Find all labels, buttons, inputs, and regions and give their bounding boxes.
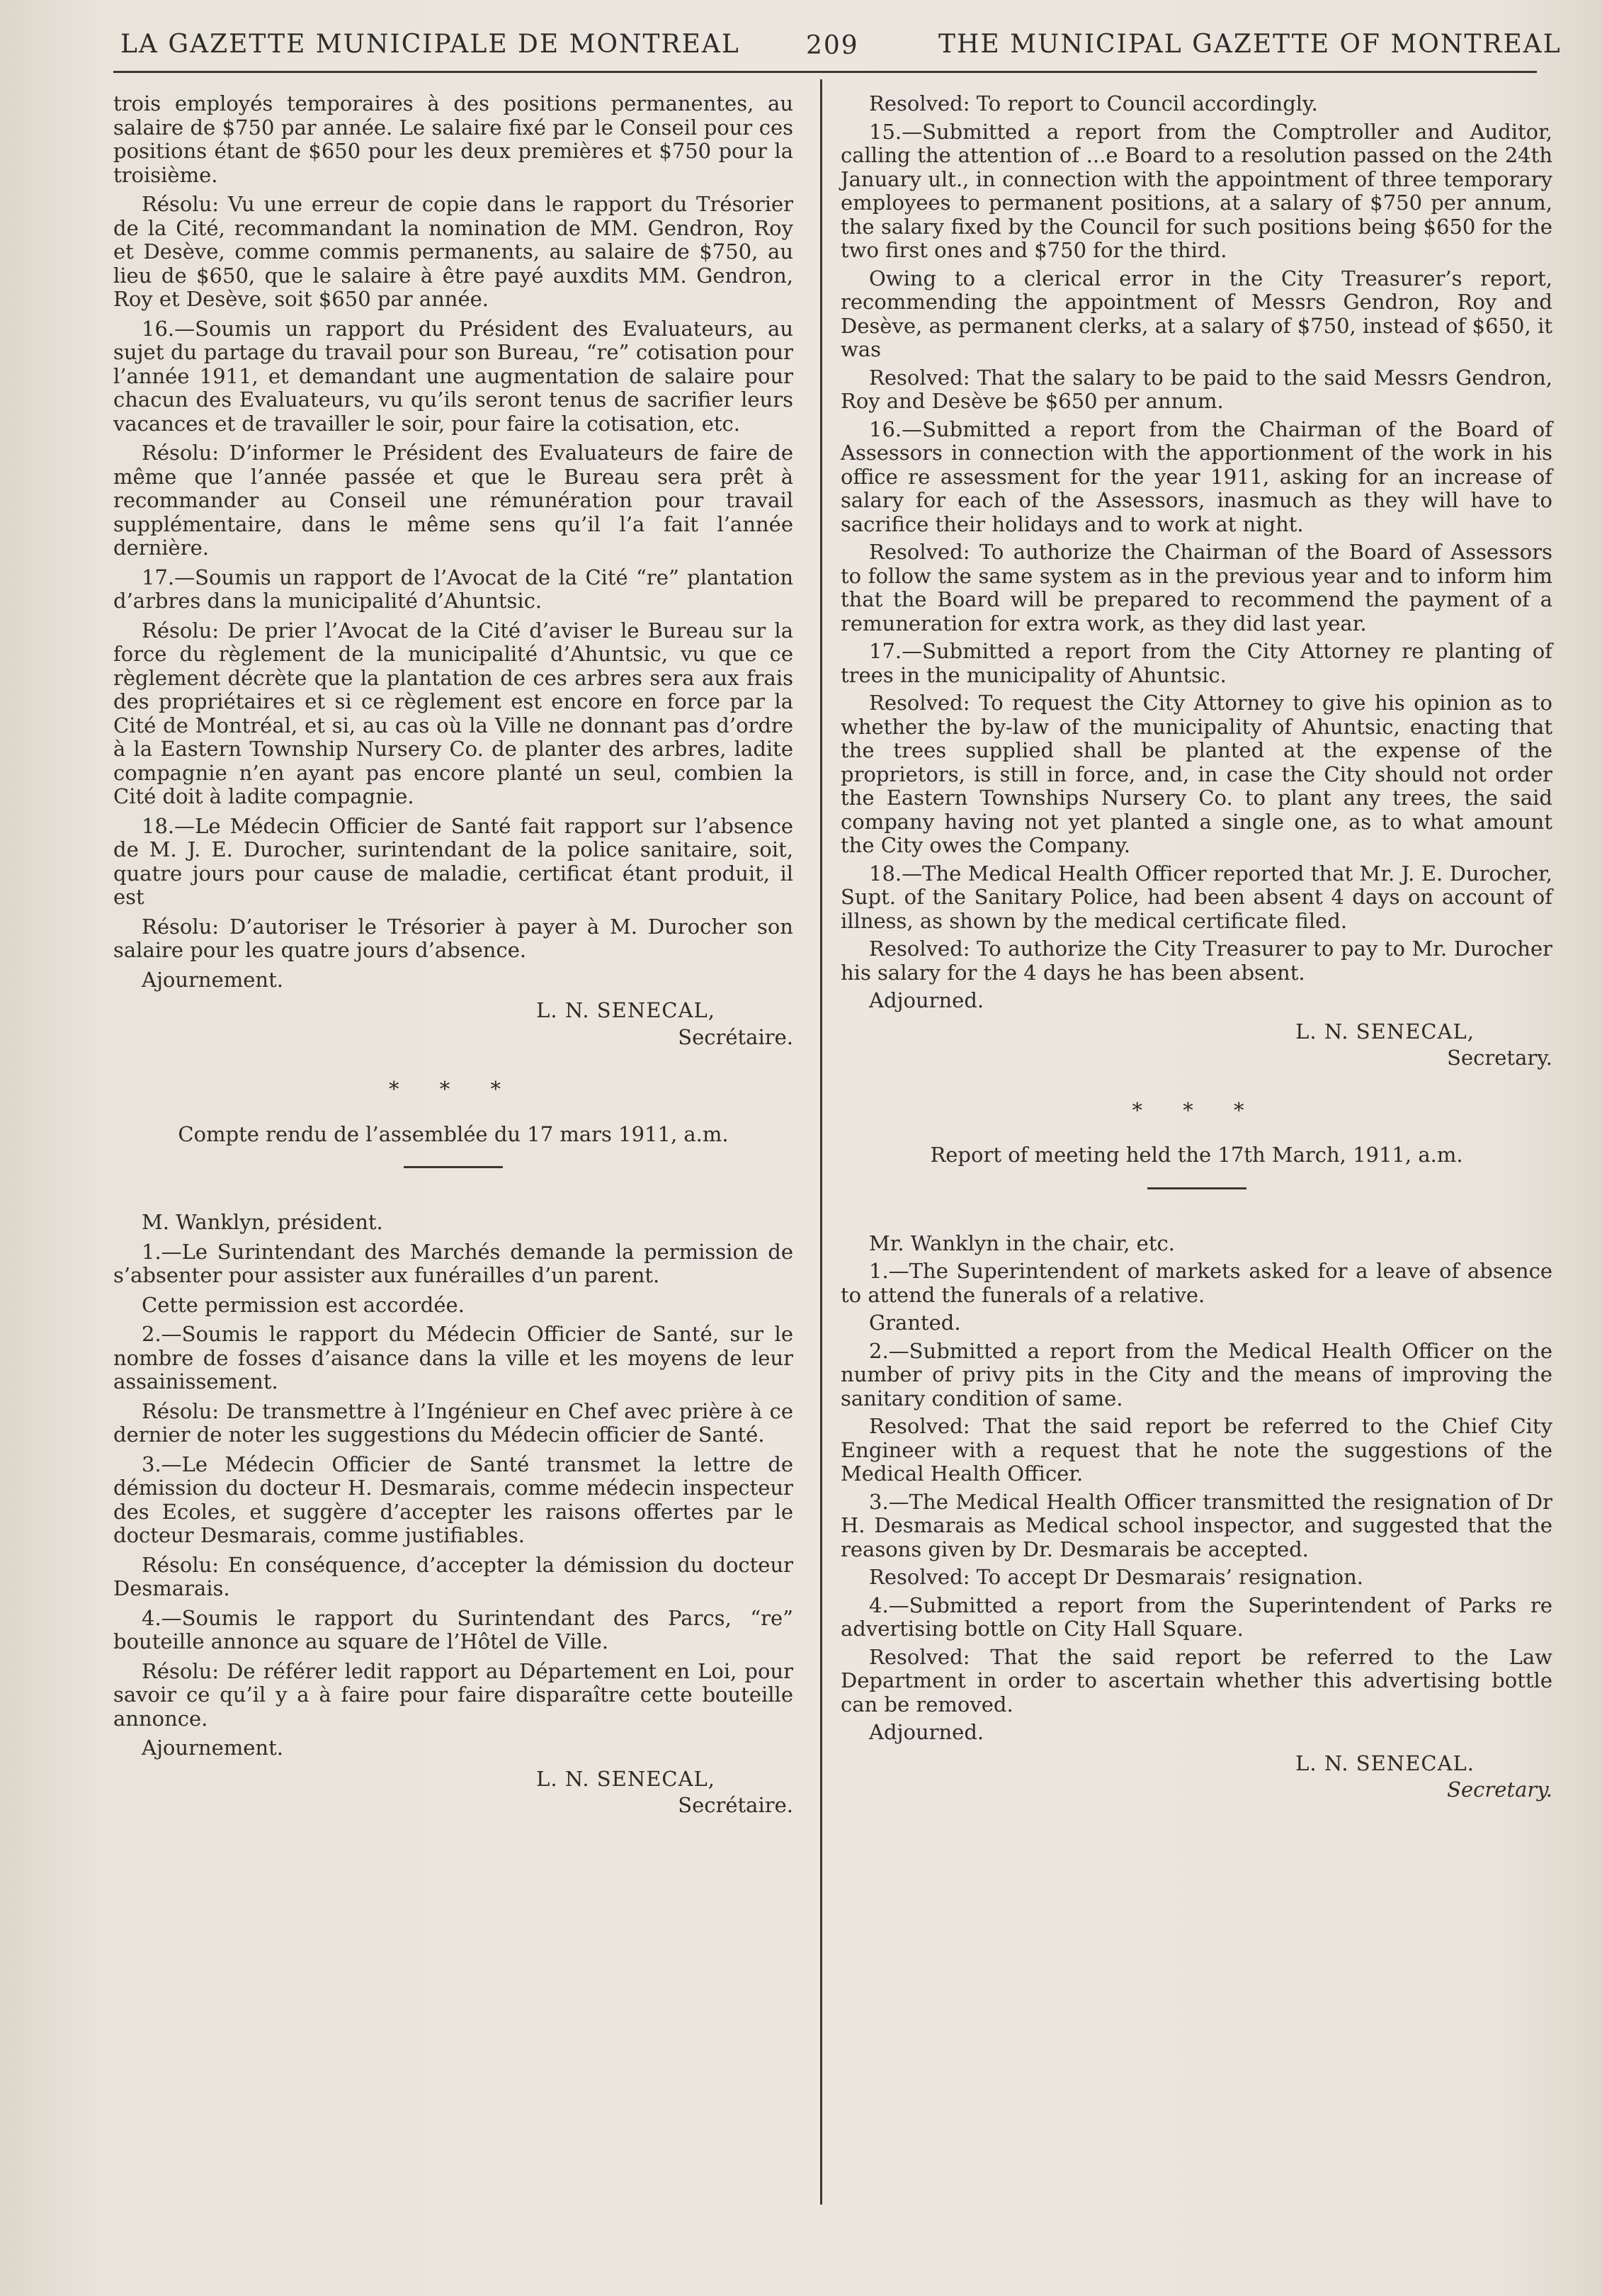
english-paragraph: Resolved: That the said report be referred to the Chief City Engineer with a request that he note the suggestions of the Medical Health Officer. <box>841 1414 1552 1486</box>
english-title-rule <box>1147 1187 1246 1189</box>
header-french-title: LA GAZETTE MUNICIPALE DE MONTREAL <box>120 30 740 59</box>
english-paragraph: Owing to a clerical error in the City Treasurer’s report, recommending the appointment of Messrs Gendron, Roy and Desève, as permanent clerks, at a salary of $750, instead of $650, it was <box>841 266 1552 361</box>
french-separator-stars: * * * <box>389 1077 518 1101</box>
english-signature-title: Secretary. <box>1447 1777 1552 1802</box>
english-paragraph: 4.—Submitted a report from the Superintendent of Parks re advertising bottle on City Hall Square. <box>841 1593 1552 1641</box>
french-chair: M. Wanklyn, président. <box>142 1210 383 1234</box>
english-signature-name: L. N. SENECAL. <box>1295 1751 1475 1775</box>
english-chair: Mr. Wanklyn in the chair, etc. <box>869 1231 1175 1255</box>
french-paragraph: 2.—Soumis le rapport du Médecin Officier de Santé, sur le nombre de fosses d’aisance dans la ville et les moyens de leur assainissement. <box>113 1322 793 1393</box>
english-adjourn: Adjourned. <box>869 988 984 1012</box>
english-separator-stars: * * * <box>1132 1097 1261 1122</box>
french-adjourn: Ajournement. <box>142 967 283 992</box>
english-report-title: Report of meeting held the 17th March, 1911, a.m. <box>930 1143 1463 1167</box>
header-rule <box>113 71 1537 73</box>
french-paragraph: Résolu: De référer ledit rapport au Département en Loi, pour savoir ce qu’il y a à faire pour faire disparaître cette bouteille annonce. <box>113 1658 793 1731</box>
french-report-title: Compte rendu de l’assemblée du 17 mars 1911, a.m. <box>178 1121 729 1146</box>
column-divider <box>820 79 822 2205</box>
english-column <box>841 92 1552 1805</box>
english-paragraph: Resolved: To report to Council accordingly. <box>869 91 1318 115</box>
french-adjourn: Ajournement. <box>142 1736 283 1760</box>
french-paragraph: 3.—Le Médecin Officier de Santé transmet la lettre de démission du docteur H. Desmarais, comme médecin inspecteur des Ecoles, et suggère d’accepter les raisons offertes par le docteur Desmarais, comme justifiables. <box>113 1452 793 1547</box>
french-paragraph: Cette permission est accordée. <box>142 1292 465 1317</box>
header-english-title: THE MUNICIPAL GAZETTE OF MONTREAL <box>938 30 1562 59</box>
english-paragraph: Resolved: That the said report be referred to the Law Department in order to ascertain whether this advertising bottle can be removed. <box>841 1644 1552 1717</box>
english-paragraph: Resolved: To request the City Attorney to give his opinion as to whether the by-law of the municipality of Ahuntsic, enacting that the trees supplied shall be planted at the expense of the proprietors, is still in force, and, in case the City should not order the Eastern Townships Nursery Co. to plant any trees, the said company having not yet planted a single one, as to what amount the City owes the Company. <box>841 691 1552 857</box>
english-adjourn: Adjourned. <box>869 1720 984 1744</box>
french-paragraph: 4.—Soumis le rapport du Surintendant des Parcs, “re” bouteille annonce au square de l’Hôtel de Ville. <box>113 1605 793 1653</box>
french-signature-name: L. N. SENECAL, <box>536 998 715 1022</box>
english-paragraph: 15.—Submitted a report from the Comptroller and Auditor, calling the attention of ...e Board to a resolution passed on the 24th January ult., in connection with the appointment of three temporary employees to permanent positions, at a salary of $750 per annum, the salary fixed by the Council for such positions being $650 for the two first ones and $750 for the third. <box>841 119 1552 262</box>
french-title-rule <box>404 1166 503 1168</box>
english-signature-name: L. N. SENECAL, <box>1295 1019 1475 1044</box>
french-paragraph: 17.—Soumis un rapport de l’Avocat de la Cité “re” plantation d’arbres dans la municipalité d’Ahuntsic. <box>113 565 793 613</box>
french-signature <box>113 999 793 1049</box>
english-paragraph: 16.—Submitted a report from the Chairman of the Board of Assessors in connection with the apportionment of the work in his office re assessment for the year 1911, asking for an increase of salary for each of the Assessors, inasmuch as they will have to sacrifice their holidays and to work at night. <box>841 417 1552 536</box>
french-signature <box>113 1768 793 1818</box>
english-paragraph: Resolved: That the salary to be paid to the said Messrs Gendron, Roy and Desève be $650 per annum. <box>841 365 1552 413</box>
english-paragraph: 3.—The Medical Health Officer transmitted the resignation of Dr H. Desmarais as Medical school inspector, and suggested that the reasons given by Dr. Desmarais be accepted. <box>841 1489 1552 1561</box>
french-column <box>113 92 793 1821</box>
english-signature <box>841 1752 1552 1802</box>
french-paragraph: 16.—Soumis un rapport du Président des Evaluateurs, au sujet du partage du travail pour son Bureau, “re” cotisation pour l’année 1911, et demandant une augmentation de salaire pour chacun des Evaluateurs, vu qu’ils seront tenus de sacrifier leurs vacances et de travailler le soir, pour faire la cotisation, etc. <box>113 316 793 436</box>
french-paragraph: Résolu: De prier l’Avocat de la Cité d’aviser le Bureau sur la force du règlement de la municipalité d’Ahuntsic, vu que ce règlement décrète que la plantation de ces arbres sera aux frais des propriétaires et si ce règlement est encore en force par la Cité de Montréal, et si, au cas où la Ville ne donnant pas d’ordre à la Eastern Township Nursery Co. de planter des arbres, ladite compagnie n’en ayant pas encore planté un seul, combien la Cité doit à ladite compagnie. <box>113 618 793 808</box>
french-paragraph: 18.—Le Médecin Officier de Santé fait rapport sur l’absence de M. J. E. Durocher, surintendant de la police sanitaire, soit, quatre jours pour cause de maladie, certificat étant produit, il est <box>113 813 793 909</box>
english-paragraph: Granted. <box>869 1311 961 1335</box>
french-paragraph: Résolu: D’autoriser le Trésorier à payer à M. Durocher son salaire pour les quatre jours d’absence. <box>113 914 793 962</box>
french-paragraph: Résolu: De transmettre à l’Ingénieur en Chef avec prière à ce dernier de noter les suggestions du Médecin officier de Santé. <box>113 1398 793 1447</box>
english-paragraph: 18.—The Medical Health Officer reported that Mr. J. E. Durocher, Supt. of the Sanitary Police, had been absent 4 days on account of illness, as shown by the medical certificate filed. <box>841 861 1552 933</box>
english-paragraph: 2.—Submitted a report from the Medical Health Officer on the number of privy pits in the City and the means of improving the sanitary condition of same. <box>841 1338 1552 1410</box>
english-paragraph: 1.—The Superintendent of markets asked for a leave of absence to attend the funerals of a relative. <box>841 1259 1552 1307</box>
french-paragraph: Résolu: En conséquence, d’accepter la démission du docteur Desmarais. <box>113 1552 793 1600</box>
french-paragraph: 1.—Le Surintendant des Marchés demande la permission de s’absenter pour assister aux funérailles d’un parent. <box>113 1239 793 1287</box>
english-paragraph: Resolved: To accept Dr Desmarais’ resignation. <box>869 1565 1364 1589</box>
french-signature-title: Secrétaire. <box>678 1024 793 1049</box>
english-paragraph: Resolved: To authorize the City Treasurer to pay to Mr. Durocher his salary for the 4 days he has been absent. <box>841 937 1552 985</box>
french-paragraph: Résolu: D’informer le Président des Evaluateurs de faire de même que l’année passée et que le Bureau sera prêt à recommander au Conseil une rémunération pour travail supplémentaire, dans le même sens qu’il l’a fait l’année dernière. <box>113 441 793 560</box>
french-paragraph: Résolu: Vu une erreur de copie dans le rapport du Trésorier de la Cité, recommandant la nomination de MM. Gendron, Roy et Desève, comme commis permanents, au salaire de $750, au lieu de $650, que le salaire à être payé auxdits MM. Gendron, Roy et Desève, soit $650 par année. <box>113 192 793 311</box>
french-signature-name: L. N. SENECAL, <box>536 1766 715 1791</box>
english-paragraph: Resolved: To authorize the Chairman of the Board of Assessors to follow the same system as in the previous year and to inform him that the Board will be prepared to recommend the payment of a remuneration for extra work, as they did last year. <box>841 540 1552 635</box>
english-signature <box>841 1020 1552 1070</box>
page-number: 209 <box>806 31 859 60</box>
french-paragraph: trois employés temporaires à des positions permanentes, au salaire de $750 par année. Le salaire fixé par le Conseil pour ces positions étant de $650 pour les deux premières et $750 pour la troisième. <box>113 91 793 187</box>
english-signature-title: Secretary. <box>1447 1046 1552 1070</box>
english-paragraph: 17.—Submitted a report from the City Attorney re planting of trees in the municipality of Ahuntsic. <box>841 639 1552 687</box>
french-signature-title: Secrétaire. <box>678 1793 793 1817</box>
